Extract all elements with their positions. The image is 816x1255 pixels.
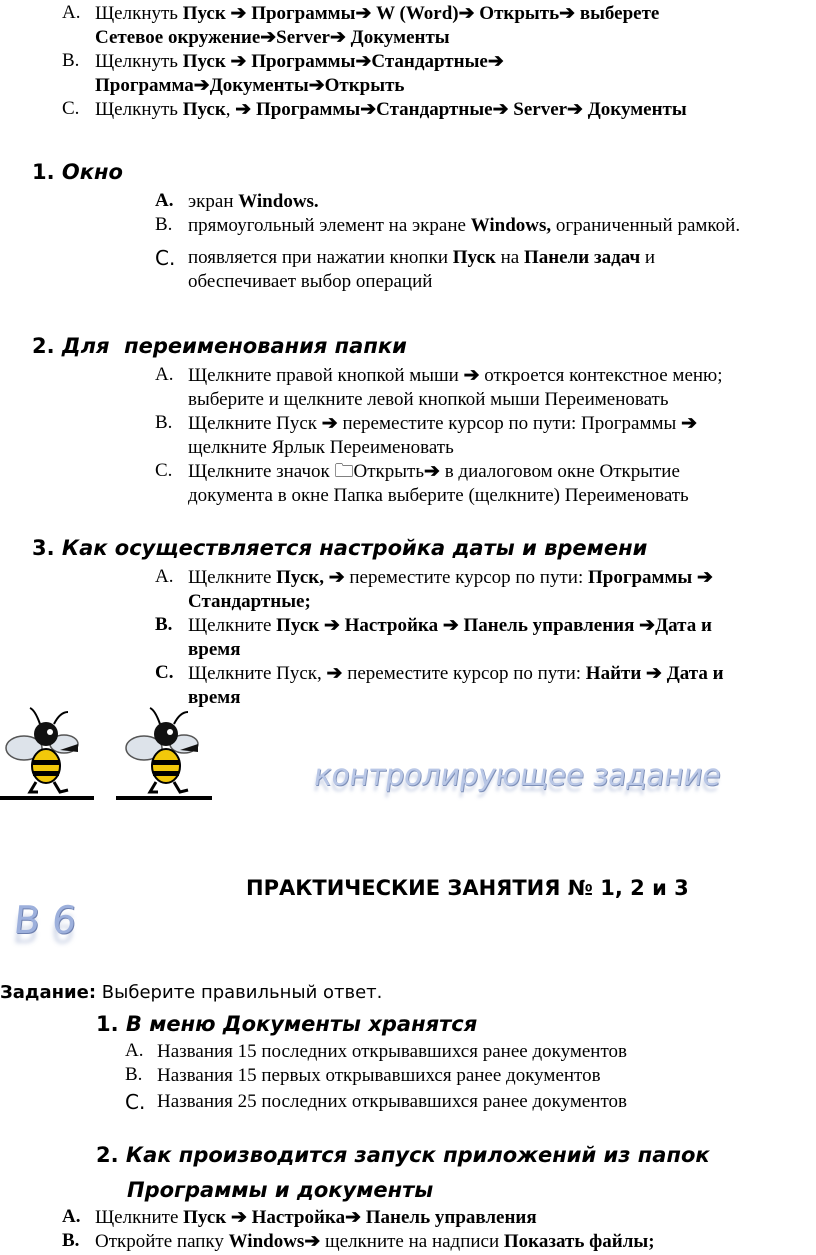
option-text: щелкните Ярлык Переименовать xyxy=(188,437,454,458)
option-text: Названия 25 последних открывавшихся ранее документов xyxy=(157,1091,627,1112)
option-letter: A. xyxy=(155,190,174,211)
option-text: Названия 15 первых открывавшихся ранее документов xyxy=(157,1065,601,1086)
option-text: Сетевое окружение➔Server➔ Документы xyxy=(95,27,450,48)
option-text: Щелкните Пуск, ➔ переместите курсор по пути: Найти ➔ Дата и xyxy=(188,663,724,684)
option-text: выберите и щелкните левой кнопкой мыши Переименовать xyxy=(188,389,669,410)
question-number: 1. xyxy=(32,160,55,184)
question-number: 1. xyxy=(96,1012,119,1036)
bee-icon xyxy=(122,706,212,798)
task-label: Задание: xyxy=(0,982,97,1003)
question-title: Для переименования папки xyxy=(61,334,407,358)
option-text: Щелкните Пуск ➔ Настройка ➔ Панель управления ➔Дата и xyxy=(188,615,712,636)
option-text: Щелкнуть Пуск ➔ Программы➔Стандартные➔ xyxy=(95,51,504,72)
question-number: 2. xyxy=(96,1143,119,1167)
option-text: Щелкните правой кнопкой мыши ➔ откроется контекстное меню; xyxy=(188,365,723,386)
option-letter: A. xyxy=(155,364,174,385)
wordart-banner: контролирующее задание xyxy=(311,758,723,793)
option-letter: A. xyxy=(125,1040,144,1061)
variant-wordart: В 6 xyxy=(11,898,79,942)
question-number: 2. xyxy=(32,334,55,358)
option-letter: C. xyxy=(62,98,80,119)
option-text: время xyxy=(188,687,241,708)
question-title: Окно xyxy=(61,160,123,184)
question-title-line: Программы и документы xyxy=(127,1178,434,1202)
test-question-2-heading xyxy=(96,1143,710,1167)
option-letter: C. xyxy=(155,460,173,481)
question-number: 3. xyxy=(32,536,55,560)
option-text: Стандартные; xyxy=(188,591,311,612)
task-text: Выберите правильный ответ. xyxy=(96,982,383,1003)
option-text: Щелкнуть Пуск, ➔ Программы➔Стандартные➔ Server➔ Документы xyxy=(95,99,687,120)
question-2-heading xyxy=(32,334,407,358)
option-letter: B. xyxy=(155,214,173,235)
option-letter: B. xyxy=(155,412,173,433)
option-text: время xyxy=(188,639,241,660)
option-letter: B. xyxy=(125,1064,143,1085)
question-title-line: Как производится запуск приложений из папок xyxy=(125,1143,710,1167)
option-text: Щелкните Пуск ➔ Настройка➔ Панель управления xyxy=(95,1207,537,1228)
option-letter: B. xyxy=(155,614,173,635)
question-title: В меню Документы хранятся xyxy=(125,1012,478,1036)
question-3-heading xyxy=(32,536,647,560)
option-text: прямоугольный элемент на экране Windows, ограниченный рамкой. xyxy=(188,215,741,236)
task-line xyxy=(0,982,382,1003)
option-letter: B. xyxy=(62,1230,80,1251)
option-letter: A. xyxy=(62,2,81,23)
option-text: Щелкните Пуск ➔ переместите курсор по пути: Программы ➔ xyxy=(188,413,697,434)
test-question-1-heading xyxy=(96,1012,477,1036)
question-title: Как осуществляется настройка даты и времени xyxy=(61,536,648,560)
option-text: обеспечивает выбор операций xyxy=(188,271,433,292)
option-letter: B. xyxy=(62,50,80,71)
divider-line xyxy=(0,796,94,800)
question-1-heading xyxy=(32,160,123,184)
option-letter: A. xyxy=(62,1206,81,1227)
option-text: Откройте папку Windows➔ щелкните на надписи Показать файлы; xyxy=(95,1231,655,1252)
option-text: документа в окне Папка выберите (щелкните) Переименовать xyxy=(188,485,689,506)
option-letter: C. xyxy=(155,246,176,270)
divider-line xyxy=(116,796,212,800)
practice-title: ПРАКТИЧЕСКИЕ ЗАНЯТИЯ № 1, 2 и 3 xyxy=(246,876,689,900)
option-text: Щелкните Пуск, ➔ переместите курсор по пути: Программы ➔ xyxy=(188,567,713,588)
option-text: Программа➔Документы➔Открыть xyxy=(95,75,405,96)
option-letter: C. xyxy=(125,1090,146,1114)
option-text: появляется при нажатии кнопки Пуск на Панели задач и xyxy=(188,247,656,268)
option-letter: A. xyxy=(155,566,174,587)
option-text: Щелкнуть Пуск ➔ Программы➔ W (Word)➔ Открыть➔ выберете xyxy=(95,3,660,24)
option-text: Названия 15 последних открывавшихся ранее документов xyxy=(157,1041,627,1062)
option-letter: C. xyxy=(155,662,174,683)
option-text: экран Windows. xyxy=(188,191,319,212)
bee-icon xyxy=(2,706,92,798)
option-text: Щелкните значок 🗀Открыть➔ в диалоговом окне Открытие xyxy=(188,461,680,482)
